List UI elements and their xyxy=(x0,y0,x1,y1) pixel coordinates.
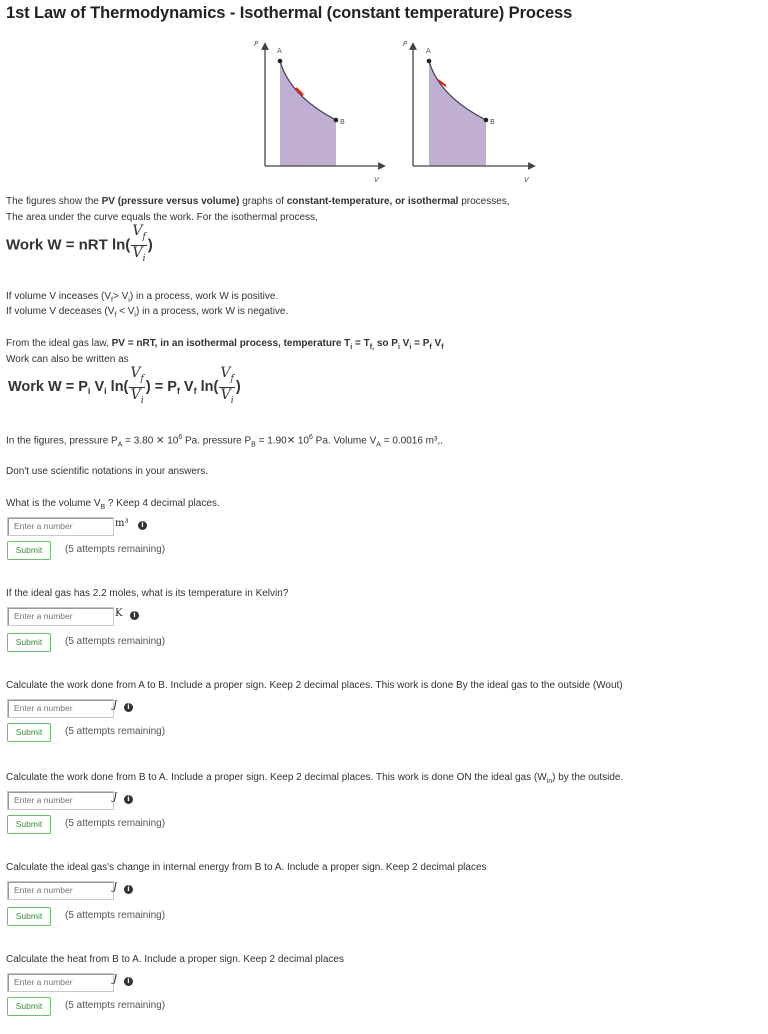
unit-label: J xyxy=(113,700,118,711)
attempts-remaining: (5 attempts remaining) xyxy=(65,636,166,647)
work-formula-pv: Work $W = P_i$ $V_i$ ln( $\frac{V_f}{V_i}$ ) = $P_f$ $V_f$ ln( $\frac{V_f}{V_i}$ ) xyxy=(8,366,241,409)
b-label-left: B xyxy=(340,118,345,126)
sign-rule-positive: If volume V inceases $(V_f> V_i)$ in a process, work W is positive. xyxy=(6,291,279,304)
sign-rule-negative: If volume V deceases $(V_f < V_i)$ in a process, work W is negative. xyxy=(6,306,289,319)
b-label-right: B xyxy=(490,118,495,126)
p-axis-label-left: P xyxy=(254,40,259,48)
attempts-remaining: (5 attempts remaining) xyxy=(65,910,166,921)
attempts-remaining: (5 attempts remaining) xyxy=(65,1000,166,1011)
unit-label: K xyxy=(115,608,123,619)
attempts-remaining: (5 attempts remaining) xyxy=(65,726,166,737)
submit-button[interactable]: Submit xyxy=(7,633,51,652)
attempts-remaining: (5 attempts remaining) xyxy=(65,818,166,829)
point-a-left xyxy=(278,59,283,64)
unit-label: m³ xyxy=(115,518,129,529)
question-internal-energy: Calculate the ideal gas's change in internal energy from B to A. Include a proper sign. Keep 2 decimal places xyxy=(6,862,487,873)
v-axis-label-left: V xyxy=(374,176,379,184)
a-label-left: A xyxy=(277,47,282,55)
pv-graphs xyxy=(240,34,550,186)
question-temperature: If the ideal gas has 2.2 moles, what is its temperature in Kelvin? xyxy=(6,588,289,599)
a-label-right: A xyxy=(426,47,431,55)
info-icon[interactable]: i xyxy=(124,977,133,986)
v-axis-label-right: V xyxy=(524,176,529,184)
internal-energy-input[interactable]: Enter a number xyxy=(7,881,114,900)
question-volume-vb: What is the volume $V_B$ ? Keep 4 decimal places. xyxy=(6,498,220,511)
heat-input[interactable]: Enter a number xyxy=(7,973,114,992)
point-b-right xyxy=(484,118,489,123)
p-axis-label-right: P xyxy=(403,40,408,48)
question-heat: Calculate the heat from B to A. Include a proper sign. Keep 2 decimal places xyxy=(6,954,344,965)
info-icon[interactable]: i xyxy=(124,795,133,804)
work-area-right xyxy=(429,61,486,166)
point-a-right xyxy=(427,59,432,64)
attempts-remaining: (5 attempts remaining) xyxy=(65,544,166,555)
unit-label: J xyxy=(113,882,118,893)
intro-line-2: The area under the curve equals the work. For the isothermal process, xyxy=(6,212,318,223)
ideal-gas-law-line: From the ideal gas law, PV = nRT, in an isothermal process, temperature $T_i = T_{f,}$ so $P_i$ $V_i = P_f$ $V_f$ xyxy=(6,338,444,351)
work-formula-nrt: Work W = nRT ln( $\frac{V_f}{V_i}$ ) xyxy=(6,224,153,267)
given-values: In the figures, pressure $P_A = 3.80$ ✕ $10^6$ Pa. pressure $P_B$ = 1.90✕ $10^6$ Pa. Volume $V_A = 0.0016$ m³,. xyxy=(6,434,443,449)
volume-ratio-fraction-1: $\frac{V_f}{V_i}$ xyxy=(130,365,144,406)
question-work-a-to-b: Calculate the work done from A to B. Include a proper sign. Keep 2 decimal places. This work is done By the ideal gas to the outside (Wout) xyxy=(6,680,623,691)
work-area-left xyxy=(280,61,336,166)
info-icon[interactable]: i xyxy=(124,885,133,894)
volume-ratio-fraction: $\frac{V_f}{V_i}$ xyxy=(132,223,146,264)
page-title: 1st Law of Thermodynamics - Isothermal (constant temperature) Process xyxy=(6,4,573,22)
submit-button[interactable]: Submit xyxy=(7,907,51,926)
submit-button[interactable]: Submit xyxy=(7,541,51,560)
work-a-to-b-input[interactable]: Enter a number xyxy=(7,699,114,718)
question-work-b-to-a: Calculate the work done from B to A. Include a proper sign. Keep 2 decimal places. This work is done ON the ideal gas $(W_{in})$ by the outside. xyxy=(6,772,624,785)
intro-line-1: The figures show the PV (pressure versus volume) graphs of constant-temperature, or isothermal processes, xyxy=(6,196,510,207)
info-icon[interactable]: i xyxy=(138,521,147,530)
point-b-left xyxy=(334,118,339,123)
work-b-to-a-input[interactable]: Enter a number xyxy=(7,791,114,810)
unit-label: J xyxy=(113,974,118,985)
unit-label: J xyxy=(113,792,118,803)
temperature-input[interactable]: Enter a number xyxy=(7,607,114,626)
pv-graph-right xyxy=(403,40,532,184)
info-icon[interactable]: i xyxy=(130,611,139,620)
pv-graph-left xyxy=(254,40,382,184)
volume-vb-input[interactable]: Enter a number xyxy=(7,517,114,536)
no-scientific-note: Don't use scientific notations in your answers. xyxy=(6,466,209,477)
volume-ratio-fraction-2: $\frac{V_f}{V_i}$ xyxy=(220,365,234,406)
submit-button[interactable]: Submit xyxy=(7,815,51,834)
info-icon[interactable]: i xyxy=(124,703,133,712)
work-alt-intro: Work can also be written as xyxy=(6,354,129,365)
submit-button[interactable]: Submit xyxy=(7,723,51,742)
submit-button[interactable]: Submit xyxy=(7,997,51,1016)
